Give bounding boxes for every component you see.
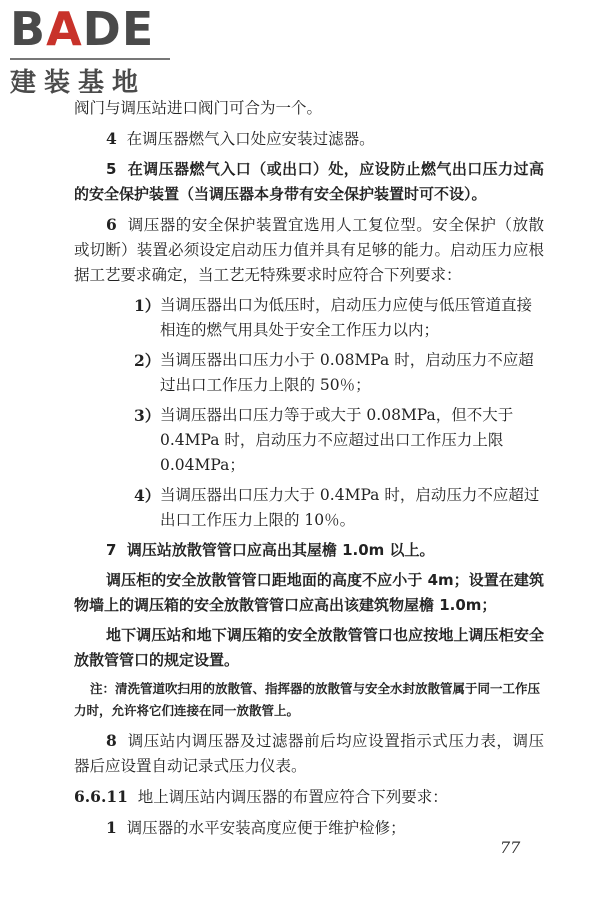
clause-number: 6 bbox=[106, 215, 117, 234]
subclause-1 bbox=[74, 815, 544, 841]
list-item-number: 1） bbox=[134, 296, 161, 315]
note bbox=[74, 678, 544, 722]
list-item-number: 4） bbox=[134, 486, 161, 505]
logo-letter-a: A bbox=[46, 2, 83, 56]
note-text: 注：清洗管道吹扫用的放散管、指挥器的放散管与安全水封放散管属于同一工作压力时，允许将它们连接在同一放散管上。 bbox=[74, 681, 541, 718]
logo-wordmark bbox=[10, 4, 154, 54]
clause-text: 调压器的安全保护装置宜选用人工复位型。安全保护（放散或切断）装置必须设定启动压力值并具有足够的能力。启动压力应根据工艺要求确定，当工艺无特殊要求时应符合下列要求： bbox=[74, 216, 544, 284]
section-6-6-11 bbox=[74, 784, 544, 810]
clause-8 bbox=[74, 728, 544, 779]
page-number: 77 bbox=[500, 838, 521, 857]
clause-number: 4 bbox=[106, 129, 117, 148]
clause-number: 7 bbox=[106, 541, 117, 559]
section-number: 6.6.11 bbox=[74, 787, 128, 806]
clause-text: 调压器的水平安装高度应便于维护检修； bbox=[126, 819, 406, 837]
clause-text: 在调压器燃气入口（或出口）处，应设防止燃气出口压力过高的安全保护装置（当调压器本身带有安全保护装置时可不设）。 bbox=[74, 160, 544, 203]
paragraph-continuation: 阀门与调压站进口阀门可合为一个。 bbox=[74, 99, 323, 117]
clause-text: 调压站内调压器及过滤器前后均应设置指示式压力表，调压器后应设置自动记录式压力仪表。 bbox=[74, 732, 544, 775]
list-item bbox=[134, 483, 544, 533]
clause-number: 1 bbox=[106, 818, 117, 837]
list-item-text: 当调压器出口为低压时，启动压力应使与低压管道直接相连的燃气用具处于安全工作压力以内； bbox=[160, 296, 533, 339]
clause-7-cont-2: 地下调压站和地下调压箱的安全放散管管口也应按地上调压柜安全放散管管口的规定设置。 bbox=[74, 626, 544, 669]
list-item-number: 3） bbox=[134, 406, 161, 425]
bade-logo bbox=[10, 2, 185, 98]
list-item-text: 当调压器出口压力等于或大于 0.08MPa，但不大于 0.4MPa 时，启动压力不应超过出口工作压力上限 0.04MPa； bbox=[160, 406, 514, 474]
logo-subtitle: 建装基地 bbox=[10, 68, 147, 98]
clause-5 bbox=[74, 157, 544, 207]
clause-text: 在调压器燃气入口处应安装过滤器。 bbox=[126, 130, 375, 148]
list-item-number: 2） bbox=[134, 351, 161, 370]
clause-6 bbox=[74, 212, 544, 288]
clause-number: 8 bbox=[106, 731, 117, 750]
document-body bbox=[74, 96, 544, 846]
clause-7 bbox=[74, 538, 544, 563]
list-item bbox=[134, 403, 544, 478]
logo-letters-de: DE bbox=[82, 2, 155, 56]
list-item bbox=[134, 348, 544, 398]
logo-letter-b: B bbox=[10, 2, 47, 56]
clause-7-cont-1: 调压柜的安全放散管管口距地面的高度不应小于 4m；设置在建筑物墙上的调压箱的安全放散管管口应高出该建筑物屋檐 1.0m； bbox=[74, 571, 544, 614]
clause-text: 调压站放散管管口应高出其屋檐 1.0m 以上。 bbox=[126, 541, 435, 559]
section-text: 地上调压站内调压器的布置应符合下列要求： bbox=[137, 788, 448, 806]
list-item-text: 当调压器出口压力大于 0.4MPa 时，启动压力不应超过出口工作压力上限的 10％。 bbox=[160, 486, 540, 529]
clause-4 bbox=[74, 126, 544, 152]
list-item-text: 当调压器出口压力小于 0.08MPa 时，启动压力不应超过出口工作压力上限的 50％； bbox=[160, 351, 534, 394]
logo-divider bbox=[10, 58, 170, 60]
clause-number: 5 bbox=[106, 160, 117, 178]
list-item bbox=[134, 293, 544, 343]
